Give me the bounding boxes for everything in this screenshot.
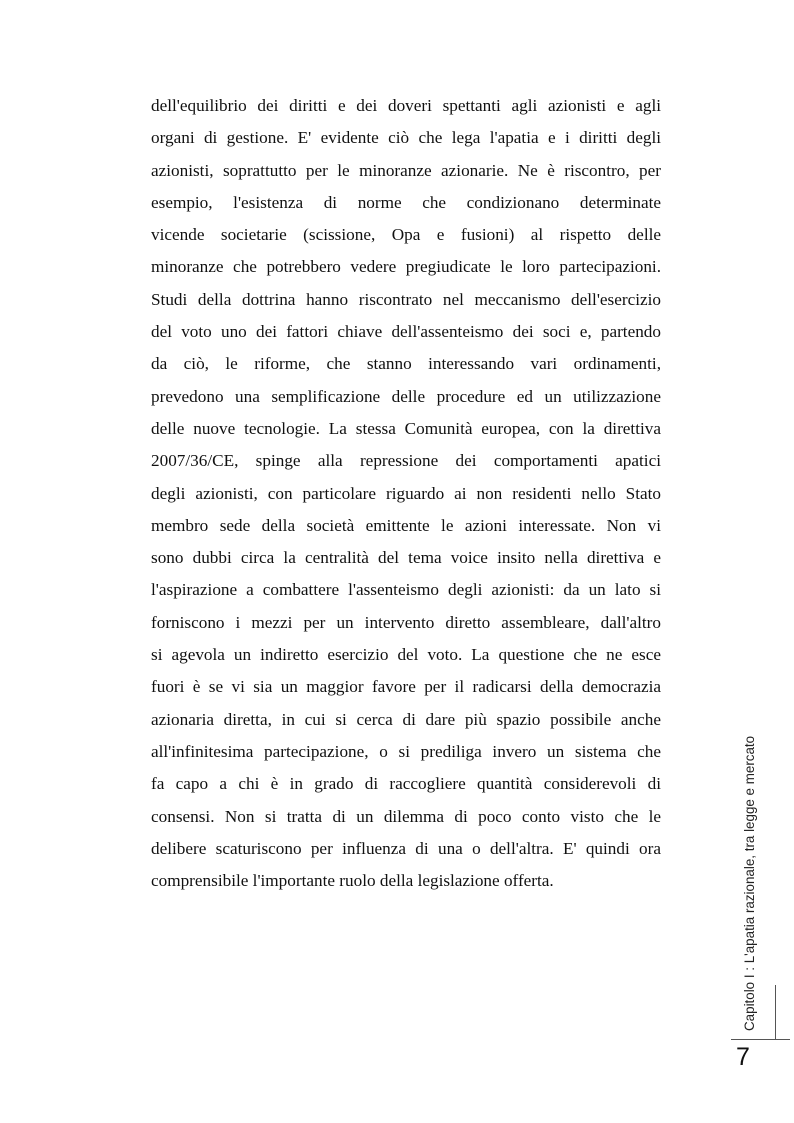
body-line: si agevola un indiretto esercizio del voto. La questione che ne esce	[151, 645, 661, 665]
running-header-text: Capitolo I : L'apatia razionale, tra legge e mercato	[742, 735, 757, 1031]
body-line: vicende societarie (scissione, Opa e fusioni) al rispetto delle	[151, 225, 661, 245]
body-line: esempio, l'esistenza di norme che condizionano determinate	[151, 192, 661, 212]
body-line: delle nuove tecnologie. La stessa Comunità europea, con la direttiva	[151, 418, 661, 438]
body-line: forniscono i mezzi per un intervento diretto assembleare, dall'altro	[151, 612, 661, 632]
body-line: minoranze che potrebbero vedere pregiudicate le loro partecipazioni.	[151, 257, 661, 277]
header-rule-vertical	[775, 985, 776, 1040]
body-line: l'aspirazione a combattere l'assenteismo degli azionisti: da un lato si	[151, 580, 661, 600]
body-line: membro sede della società emittente le azioni interessate. Non vi	[151, 515, 661, 535]
body-line: fa capo a chi è in grado di raccogliere quantità considerevoli di	[151, 774, 661, 794]
body-line: da ciò, le riforme, che stanno interessando vari ordinamenti,	[151, 354, 661, 374]
body-line: comprensibile l'importante ruolo della legislazione offerta.	[151, 871, 554, 891]
body-line: degli azionisti, con particolare riguardo ai non residenti nello Stato	[151, 483, 661, 503]
body-line: Studi della dottrina hanno riscontrato nel meccanismo dell'esercizio	[151, 289, 661, 309]
body-line: sono dubbi circa la centralità del tema voice insito nella direttiva e	[151, 548, 661, 568]
body-line: delibere scaturiscono per influenza di una o dell'altra. E' quindi ora	[151, 838, 661, 858]
body-line: consensi. Non si tratta di un dilemma di poco conto visto che le	[151, 806, 661, 826]
body-line: fuori è se vi sia un maggior favore per il radicarsi della democrazia	[151, 677, 661, 697]
body-line: azionisti, soprattutto per le minoranze azionarie. Ne è riscontro, per	[151, 160, 661, 180]
body-line: azionaria diretta, in cui si cerca di dare più spazio possibile anche	[151, 709, 661, 729]
body-line: dell'equilibrio dei diritti e dei doveri spettanti agli azionisti e agli	[151, 96, 661, 115]
body-line: organi di gestione. E' evidente ciò che lega l'apatia e i diritti degli	[151, 128, 661, 148]
running-header	[727, 735, 777, 1031]
page-number: 7	[736, 1043, 750, 1071]
body-line: 2007/36/CE, spinge alla repressione dei comportamenti apatici	[151, 451, 661, 471]
body-line: del voto uno dei fattori chiave dell'assenteismo dei soci e, partendo	[151, 322, 661, 342]
body-line: prevedono una semplificazione delle procedure ed un utilizzazione	[151, 386, 661, 406]
body-text	[151, 90, 661, 897]
body-line: all'infinitesima partecipazione, o si prediliga invero un sistema che	[151, 741, 661, 761]
